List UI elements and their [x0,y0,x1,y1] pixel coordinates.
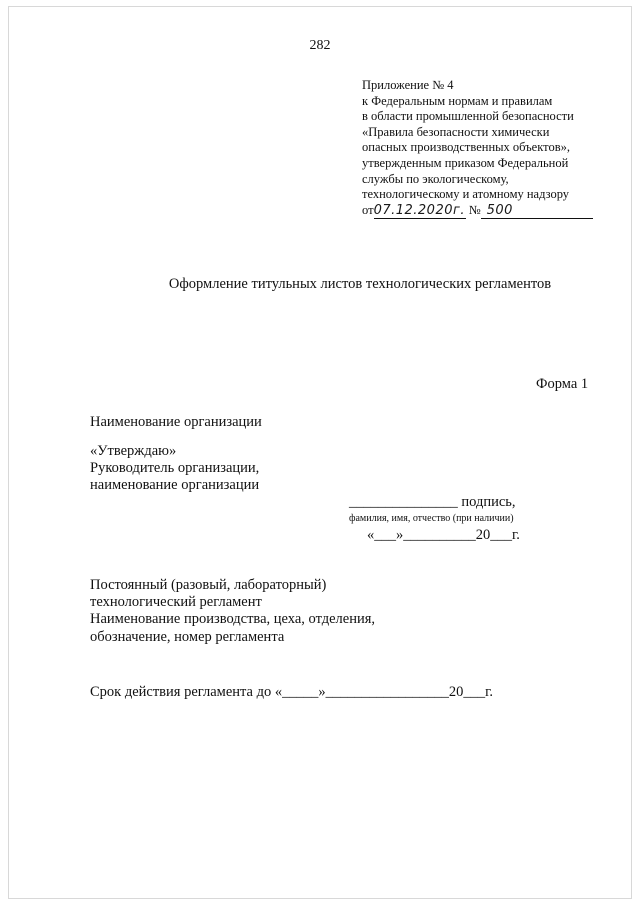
form-number: Форма 1 [536,376,589,392]
appendix-line: технологическому и атомному надзору [362,187,570,202]
signature-line [349,494,516,511]
order-number-handwritten: 500 [481,203,593,220]
regulation-line: Наименование производства, цеха, отделения, [90,611,376,628]
signature-blank: _______________ [349,494,458,510]
appendix-block [362,78,593,219]
validity-label: Срок действия регламента до [90,684,272,700]
signature-date-template: «___»__________20___г. [367,527,520,543]
page-number: 282 [309,38,331,53]
appendix-line: в области промышленной безопасности [362,109,574,124]
approval-line: наименование организации [90,477,260,493]
organization-label: Наименование организации [90,414,262,430]
approval-line: Руководитель организации, [90,460,260,476]
appendix-order-line [362,203,593,220]
order-date-handwritten: 07.12.2020г. [373,202,465,218]
validity-line [90,684,493,701]
regulation-line: обозначение, номер регламента [90,628,285,645]
appendix-line: опасных производственных объектов», [362,140,570,155]
appendix-line: Приложение № 4 [362,78,454,92]
appendix-line: утвержденным приказом Федеральной [362,155,569,170]
signature-caption: фамилия, имя, отчество (при наличии) [349,513,514,524]
regulation-block [90,577,375,646]
appendix-line: службы по экологическому, [362,171,509,186]
number-label: № [468,202,481,217]
regulation-line: технологический регламент [90,594,262,611]
from-label: от [362,202,374,217]
signature-label: подпись, [461,494,516,510]
regulation-line: Постоянный (разовый, лабораторный) [90,577,327,593]
approval-block [90,443,259,494]
appendix-line: «Правила безопасности химически [362,124,550,139]
section-title: Оформление титульных листов технологических регламентов [168,276,552,292]
validity-date-template: «_____»_________________20___г. [274,684,494,700]
appendix-line: к Федеральным нормам и правилам [362,93,553,108]
approval-line: «Утверждаю» [90,443,177,459]
